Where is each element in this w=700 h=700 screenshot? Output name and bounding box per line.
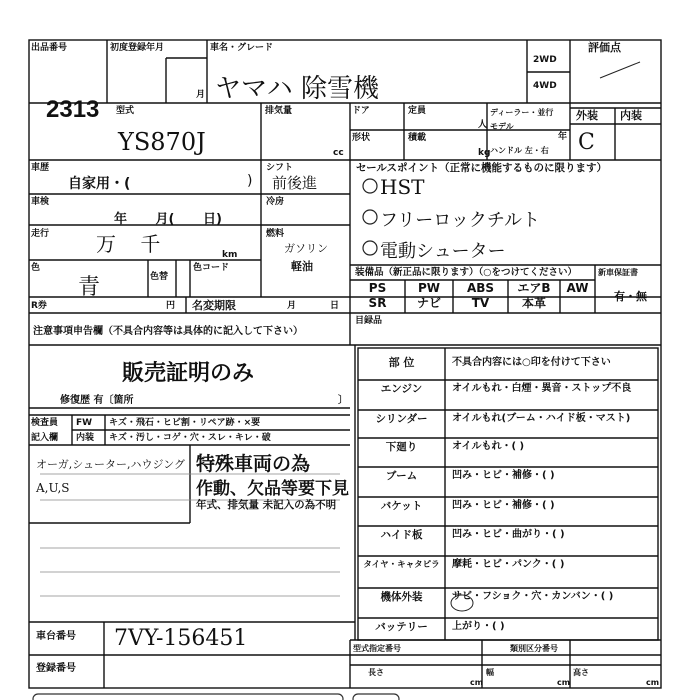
shuppin-label: 出品番号 bbox=[31, 43, 68, 53]
cm3-label: cm bbox=[646, 678, 660, 687]
part-desc-1: オイルもれ(ブーム・ハイド板・マスト) bbox=[452, 413, 631, 424]
color-code-label: 色コード bbox=[193, 263, 230, 273]
part-name-7: 機体外装 bbox=[380, 591, 423, 603]
person-label: 人 bbox=[478, 120, 488, 130]
part-name-1: シリンダー bbox=[375, 413, 428, 425]
notes-handwritten-1: オーガ,シューター,ハウジング bbox=[36, 458, 186, 471]
model-year-label: モデル bbox=[490, 122, 514, 131]
lot-number: 2313 bbox=[46, 96, 100, 123]
height-label: 高さ bbox=[573, 668, 589, 677]
history-label: 車歴 bbox=[31, 163, 50, 173]
r-ticket-label: R券 bbox=[31, 301, 47, 311]
distance-label: 走行 bbox=[31, 229, 50, 239]
aircon-label: 冷房 bbox=[266, 197, 285, 207]
sales-certificate-only: 販売証明のみ bbox=[122, 360, 255, 386]
parts-header-desc: 不具合内容には○印を付けて下さい bbox=[452, 357, 611, 368]
4wd-label: 4WD bbox=[533, 81, 557, 91]
part-name-3: ブーム bbox=[385, 470, 418, 482]
special-vehicle: 特殊車両の為 bbox=[196, 453, 311, 475]
interior-label: 内装 bbox=[620, 109, 642, 122]
equip-sr: SR bbox=[368, 296, 387, 310]
part-desc-4: 凹み・ヒビ・補修・( ) bbox=[452, 500, 555, 511]
fw-label: FW bbox=[76, 418, 93, 428]
grade-label: 評価点 bbox=[588, 41, 621, 54]
part-name-4: バケット bbox=[380, 500, 423, 512]
part-desc-7: サビ・フショク・穴・カンバン・( ) bbox=[452, 591, 614, 602]
model-label: 型式 bbox=[116, 106, 135, 116]
part-name-5: ハイド板 bbox=[380, 529, 423, 541]
notes-handwritten-2: A,U,S bbox=[36, 481, 70, 495]
part-name-2: 下廻り bbox=[385, 441, 418, 453]
car-name-handwritten: ヤマハ 除雪機 bbox=[215, 74, 380, 104]
fuel-diesel: 軽油 bbox=[291, 260, 313, 273]
preview-required: 作動、欠品等要下見 bbox=[196, 479, 349, 499]
dealer-label: ディーラー・並行 bbox=[490, 108, 554, 117]
capacity-label: 定員 bbox=[408, 106, 427, 116]
model-handwritten: YS870J bbox=[118, 128, 206, 156]
private-use: 自家用・( bbox=[68, 176, 131, 192]
part-name-0: エンジン bbox=[380, 383, 423, 395]
shamei-label: 車名・グレード bbox=[210, 43, 274, 53]
equip-leather: 本革 bbox=[521, 296, 546, 310]
equip-abs: ABS bbox=[466, 281, 495, 295]
kg-label: kg bbox=[478, 148, 491, 158]
2wd-label: 2WD bbox=[533, 55, 557, 65]
cm1-label: cm bbox=[470, 678, 484, 687]
shodo-label: 初度登録年月 bbox=[110, 43, 165, 53]
registration-label: 登録番号 bbox=[36, 663, 76, 674]
warranty-yes-no: 有・無 bbox=[614, 290, 647, 303]
cm2-label: cm bbox=[557, 678, 571, 687]
part-desc-2: オイルもれ・( ) bbox=[452, 441, 525, 452]
classification-label: 類別区分番号 bbox=[510, 644, 558, 653]
paren-close: ) bbox=[247, 173, 253, 189]
handle-label: ハンドル 左・右 bbox=[490, 146, 549, 155]
color-label: 色 bbox=[31, 263, 41, 273]
year-label: 年 bbox=[558, 132, 568, 142]
equip-navi: ナビ bbox=[416, 296, 441, 310]
catalog-label: 目録品 bbox=[355, 316, 383, 326]
equipment-label: 装備品（新正品に限ります）（○をつけてください） bbox=[355, 267, 578, 278]
type-designation-label: 型式指定番号 bbox=[353, 644, 401, 653]
part-desc-8: 上がり・( ) bbox=[452, 621, 505, 632]
chassis-number: 7VY-156451 bbox=[114, 626, 248, 651]
door-label: ドア bbox=[352, 106, 370, 116]
part-desc-6: 摩耗・ヒビ・パンク・( ) bbox=[452, 559, 565, 570]
inspector-label: 検査員 bbox=[31, 418, 59, 428]
yen-label: 円 bbox=[166, 301, 176, 311]
sales-point-2: フリーロックチルト bbox=[380, 210, 541, 231]
distance-value: 万 千 bbox=[96, 232, 161, 256]
warranty-label: 新車保証書 bbox=[598, 268, 638, 277]
sales-point-label: セールスポイント（正常に機能するものに限ります） bbox=[356, 162, 608, 174]
shift-label: シフト bbox=[266, 163, 294, 173]
fuel-label: 燃料 bbox=[266, 229, 285, 239]
color-value: 青 bbox=[78, 275, 101, 300]
shift-handwritten: 前後進 bbox=[272, 174, 318, 192]
inspection-label: 車検 bbox=[31, 197, 50, 207]
displacement-label: 排気量 bbox=[265, 106, 293, 116]
inspection-date: 年 月( 日) bbox=[114, 212, 222, 227]
equip-pw: PW bbox=[417, 281, 441, 295]
part-desc-3: 凹み・ヒビ・補修・( ) bbox=[452, 470, 555, 481]
entry-label: 記入欄 bbox=[31, 433, 59, 443]
km-label: km bbox=[222, 250, 238, 260]
chassis-label: 車台番号 bbox=[36, 631, 76, 642]
width-label: 幅 bbox=[486, 668, 494, 677]
equip-airbag: エアB bbox=[517, 281, 551, 295]
sales-point-3: 電動シューター bbox=[380, 241, 506, 262]
unknown-year: 年式、排気量 未記入の為不明 bbox=[196, 499, 337, 511]
notes-label: 注意事項申告欄（不具合内容等は具体的に記入して下さい） bbox=[33, 326, 303, 337]
repair-history: 修復歴 有〔箇所 bbox=[60, 395, 134, 406]
length-label: 長さ bbox=[368, 668, 384, 677]
sales-point-1: HST bbox=[380, 175, 425, 199]
shape-label: 形状 bbox=[352, 133, 371, 143]
color-change-label: 色替 bbox=[150, 272, 169, 282]
part-desc-0: オイルもれ・白煙・異音・ストップ不良 bbox=[452, 383, 632, 394]
interior-row: キズ・汚し・コゲ・穴・スレ・キレ・破 bbox=[109, 433, 271, 443]
part-desc-5: 凹み・ヒビ・曲がり・( ) bbox=[452, 529, 565, 540]
equip-ps: PS bbox=[368, 281, 387, 295]
transfer-deadline-label: 名変期限 bbox=[192, 299, 236, 312]
load-label: 積載 bbox=[408, 133, 427, 143]
equip-aw: AW bbox=[566, 281, 589, 295]
repair-history-end: 〕 bbox=[338, 395, 348, 406]
month-label: 月 bbox=[196, 90, 206, 100]
cc-label: cc bbox=[333, 148, 344, 158]
fw-row: キズ・飛石・ヒビ割・リペア跡・×要 bbox=[109, 418, 261, 428]
equip-tv: TV bbox=[471, 296, 490, 310]
interior-row-label: 内装 bbox=[76, 433, 95, 443]
exterior-label: 外装 bbox=[576, 109, 598, 122]
month2-label: 月 bbox=[287, 301, 297, 311]
part-name-6: タイヤ・キャタピラ bbox=[363, 560, 440, 570]
grade-mark bbox=[600, 62, 640, 78]
part-name-8: バッテリー bbox=[375, 621, 428, 633]
day-label: 日 bbox=[330, 301, 340, 311]
fuel-gasoline: ガソリン bbox=[284, 242, 328, 255]
parts-header-name: 部 位 bbox=[388, 356, 415, 369]
exterior-grade: C bbox=[578, 130, 595, 155]
